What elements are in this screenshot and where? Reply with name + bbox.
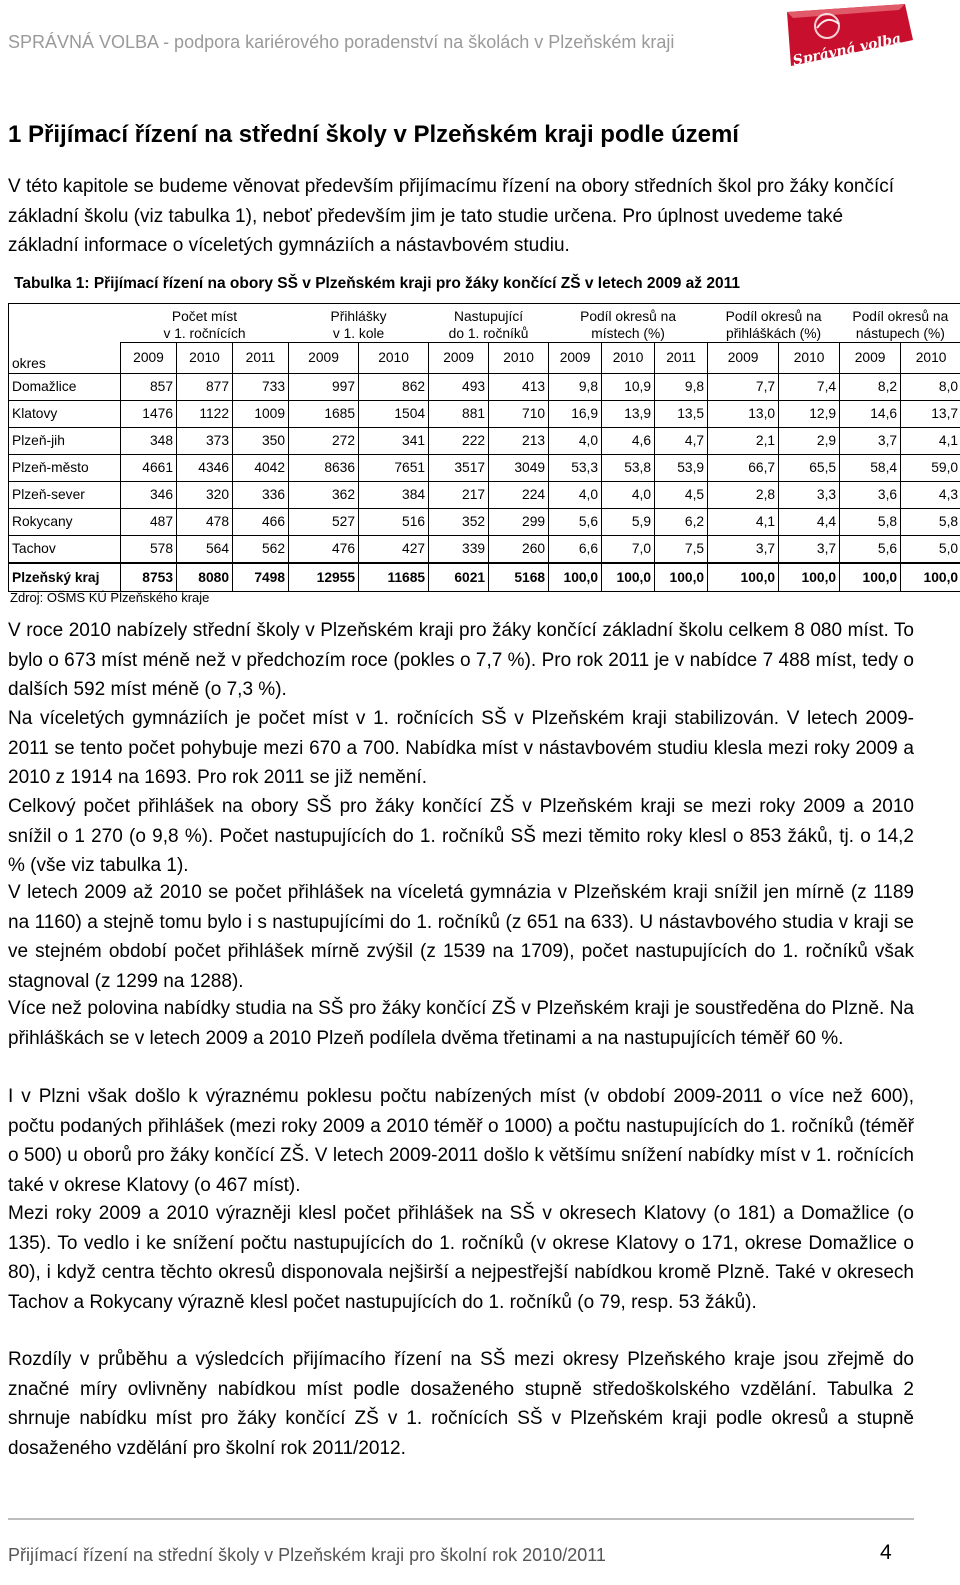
table-cell: 7,5 bbox=[655, 535, 708, 563]
table-cell: 3,3 bbox=[779, 481, 840, 508]
table-cell: 4,1 bbox=[901, 427, 960, 454]
year-header: 2011 bbox=[233, 343, 289, 374]
table-source: Zdroj: OŠMS KÚ Plzeňského kraje bbox=[10, 590, 210, 605]
table-row bbox=[9, 481, 960, 508]
table-corner bbox=[9, 304, 121, 343]
table-row bbox=[9, 373, 960, 400]
district-name: Plzeň-město bbox=[9, 454, 121, 481]
table-cell: 3517 bbox=[429, 454, 489, 481]
table-cell: 362 bbox=[289, 481, 359, 508]
table-cell: 224 bbox=[489, 481, 549, 508]
table-cell: 53,8 bbox=[602, 454, 655, 481]
table-cell: 4,0 bbox=[602, 481, 655, 508]
table-cell: 4,0 bbox=[549, 481, 602, 508]
table-cell: 4661 bbox=[121, 454, 177, 481]
table-cell: 222 bbox=[429, 427, 489, 454]
year-header: 2009 bbox=[429, 343, 489, 374]
group-header: Podíl okresů na místech (%) bbox=[549, 304, 708, 343]
table-cell: 1685 bbox=[289, 400, 359, 427]
total-cell: 8080 bbox=[177, 563, 233, 592]
table-cell: 710 bbox=[489, 400, 549, 427]
table-cell: 478 bbox=[177, 508, 233, 535]
table-cell: 320 bbox=[177, 481, 233, 508]
table-cell: 9,8 bbox=[655, 373, 708, 400]
total-row bbox=[9, 563, 960, 592]
footer-divider bbox=[8, 1518, 914, 1520]
year-header: 2010 bbox=[489, 343, 549, 374]
table-cell: 12,9 bbox=[779, 400, 840, 427]
table-cell: 5,6 bbox=[840, 535, 901, 563]
table-cell: 7,4 bbox=[779, 373, 840, 400]
district-name: Domažlice bbox=[9, 373, 121, 400]
chapter-heading: 1 Přijímací řízení na střední školy v Plzeňském kraji podle území bbox=[8, 121, 739, 148]
group-header-row bbox=[9, 304, 960, 343]
table-cell: 3,6 bbox=[840, 481, 901, 508]
table-cell: 58,4 bbox=[840, 454, 901, 481]
total-cell: 11685 bbox=[359, 563, 429, 592]
table-cell: 53,9 bbox=[655, 454, 708, 481]
body-paragraph-4: V letech 2009 až 2010 se počet přihlášek na víceletá gymnázia v Plzeňském kraji snížil jen mírně (z 1189 na 1160) a stejně tomu bylo i s nastupujícími do 1. ročníků (z 651 na 633). U nástavbového studia v kraji se ve stejném období počet přihlášek mírně zvýšil (z 1539 na 1709), počet nastupujících do 1. ročníků však stagnoval (z 1299 na 1288). bbox=[8, 882, 914, 992]
admissions-table bbox=[8, 303, 960, 592]
table-cell: 59,0 bbox=[901, 454, 960, 481]
table-cell: 516 bbox=[359, 508, 429, 535]
table-body bbox=[9, 373, 960, 591]
table-cell: 6,6 bbox=[549, 535, 602, 563]
table-cell: 4346 bbox=[177, 454, 233, 481]
table-cell: 5,8 bbox=[840, 508, 901, 535]
table-cell: 4,5 bbox=[655, 481, 708, 508]
year-header: 2009 bbox=[549, 343, 602, 374]
district-name: Plzeň-sever bbox=[9, 481, 121, 508]
table-cell: 1122 bbox=[177, 400, 233, 427]
table-cell: 1009 bbox=[233, 400, 289, 427]
spravna-volba-logo bbox=[787, 4, 917, 70]
table-cell: 2,9 bbox=[779, 427, 840, 454]
year-header: 2010 bbox=[177, 343, 233, 374]
table-cell: 352 bbox=[429, 508, 489, 535]
table-cell: 3,7 bbox=[779, 535, 840, 563]
table-row bbox=[9, 535, 960, 563]
table-cell: 4042 bbox=[233, 454, 289, 481]
total-cell: 100,0 bbox=[779, 563, 840, 592]
table-cell: 350 bbox=[233, 427, 289, 454]
body-paragraph-7: Mezi roky 2009 a 2010 výrazněji klesl počet přihlášek na SŠ v okresech Klatovy (o 181) a Domažlice (o 135). To vedlo i ke snížení počtu nastupujících do 1. ročníků (v okrese Klatovy o 171, okrese Domažlice o 80), i když centra těchto okresů disponovala nejširší a nejpestřejší nabídkou kromě Plzně. Také v okresech Tachov a Rokycany výrazně klesl počet nastupujících do 1. ročníků (o 79, resp. 53 žáků). bbox=[8, 1203, 914, 1313]
table-row bbox=[9, 427, 960, 454]
table-cell: 384 bbox=[359, 481, 429, 508]
body-paragraph-5: Více než polovina nabídky studia na SŠ pro žáky končící ZŠ v Plzeňském kraji je soustředěna do Plzně. Na přihláškách se v letech 2009 a 2010 Plzeň podílela dvěma třetinami a na nastupujících téměř 60 %. bbox=[8, 998, 914, 1049]
table-cell: 476 bbox=[289, 535, 359, 563]
table-cell: 4,0 bbox=[549, 427, 602, 454]
group-header: Nastupující do 1. ročníků bbox=[429, 304, 549, 343]
total-cell: 7498 bbox=[233, 563, 289, 592]
page-header bbox=[0, 0, 960, 85]
table-cell: 373 bbox=[177, 427, 233, 454]
table-cell: 4,1 bbox=[708, 508, 779, 535]
intro-paragraph: V této kapitole se budeme věnovat především přijímacímu řízení na obory středních škol pro žáky končící základní školu (viz tabulka 1), neboť především jim je tato studie určena. Pro úplnost uvedeme také základní informace o víceletých gymnáziích a nástavbovém studiu. bbox=[8, 176, 895, 256]
table-cell: 7,7 bbox=[708, 373, 779, 400]
table-cell: 5,0 bbox=[901, 535, 960, 563]
body-paragraph-1: V roce 2010 nabízely střední školy v Plzeňském kraji pro žáky končící základní školu celkem 8 080 míst. To bylo o 673 míst méně než v předchozím roce (pokles o 7,7 %). Pro rok 2011 je v nabídce 7 488 míst, tedy o dalších 592 míst méně (o 7,3 %). bbox=[8, 620, 914, 700]
table-cell: 527 bbox=[289, 508, 359, 535]
year-header: 2010 bbox=[359, 343, 429, 374]
footer-text: Přijímací řízení na střední školy v Plzeňském kraji pro školní rok 2010/2011 bbox=[8, 1545, 606, 1565]
group-header: Počet míst v 1. ročnících bbox=[121, 304, 289, 343]
total-cell: 100,0 bbox=[840, 563, 901, 592]
table-cell: 10,9 bbox=[602, 373, 655, 400]
table-cell: 8,2 bbox=[840, 373, 901, 400]
total-cell: 5168 bbox=[489, 563, 549, 592]
table-row bbox=[9, 454, 960, 481]
table-cell: 3049 bbox=[489, 454, 549, 481]
table-cell: 65,5 bbox=[779, 454, 840, 481]
table-cell: 348 bbox=[121, 427, 177, 454]
table-cell: 339 bbox=[429, 535, 489, 563]
district-name: Plzeň-jih bbox=[9, 427, 121, 454]
table-cell: 2,1 bbox=[708, 427, 779, 454]
table-cell: 13,9 bbox=[602, 400, 655, 427]
table-cell: 1504 bbox=[359, 400, 429, 427]
year-header: 2010 bbox=[779, 343, 840, 374]
table-cell: 13,5 bbox=[655, 400, 708, 427]
total-cell: 100,0 bbox=[549, 563, 602, 592]
body-paragraph-8: Rozdíly v průběhu a výsledcích přijímacího řízení na SŠ mezi okresy Plzeňského kraje jsou zřejmě do značné míry ovlivněny nabídkou míst podle dosaženého stupně středoškolského vzdělání. Tabulka 2 shrnuje nabídku míst pro žáky končící ZŠ v 1. ročnících SŠ v Plzeňském kraji podle okresů a stupně dosaženého vzdělání pro školní rok 2011/2012. bbox=[8, 1349, 914, 1459]
year-header: 2009 bbox=[121, 343, 177, 374]
table-cell: 336 bbox=[233, 481, 289, 508]
table-cell: 6,2 bbox=[655, 508, 708, 535]
year-header-row bbox=[9, 343, 960, 374]
year-header: 2011 bbox=[655, 343, 708, 374]
table-cell: 8636 bbox=[289, 454, 359, 481]
year-header: 2009 bbox=[840, 343, 901, 374]
district-name: Klatovy bbox=[9, 400, 121, 427]
table-cell: 466 bbox=[233, 508, 289, 535]
body-paragraph-3: Celkový počet přihlášek na obory SŠ pro žáky končící ZŠ v Plzeňském kraji se mezi roky 2009 a 2010 snížil o 1 270 (o 9,8 %). Počet nastupujících do 1. ročníků SŠ mezi těmito roky klesl o 853 žáků, tj. o 14,2 % (vše viz tabulka 1). bbox=[8, 796, 914, 876]
table-cell: 427 bbox=[359, 535, 429, 563]
table-cell: 5,6 bbox=[549, 508, 602, 535]
table-cell: 346 bbox=[121, 481, 177, 508]
table-cell: 53,3 bbox=[549, 454, 602, 481]
table-cell: 2,8 bbox=[708, 481, 779, 508]
district-name: Rokycany bbox=[9, 508, 121, 535]
table-cell: 5,8 bbox=[901, 508, 960, 535]
total-cell: 8753 bbox=[121, 563, 177, 592]
table-cell: 8,0 bbox=[901, 373, 960, 400]
group-header: Přihlášky v 1. kole bbox=[289, 304, 429, 343]
table-cell: 4,6 bbox=[602, 427, 655, 454]
table-cell: 4,7 bbox=[655, 427, 708, 454]
table-cell: 4,4 bbox=[779, 508, 840, 535]
table-cell: 7651 bbox=[359, 454, 429, 481]
body-paragraph-6: I v Plzni však došlo k výraznému poklesu počtu nabízených míst (v období 2009-2011 o více než 600), počtu podaných přihlášek (mezi roky 2009 a 2010 téměř o 1000) a počtu nastupujících do 1. ročníků (téměř o 500) u oborů pro žáky končící ZŠ. V letech 2009-2011 došlo k většímu snížení nabídky míst v 1. ročnících také v okrese Klatovy (o 467 míst). bbox=[8, 1086, 914, 1196]
district-name: Tachov bbox=[9, 535, 121, 563]
logo-text: Správná volba bbox=[791, 30, 903, 70]
table-cell: 733 bbox=[233, 373, 289, 400]
table-cell: 3,7 bbox=[708, 535, 779, 563]
table-cell: 997 bbox=[289, 373, 359, 400]
year-header: 2009 bbox=[708, 343, 779, 374]
table-cell: 487 bbox=[121, 508, 177, 535]
table-cell: 493 bbox=[429, 373, 489, 400]
table-cell: 9,8 bbox=[549, 373, 602, 400]
total-cell: 6021 bbox=[429, 563, 489, 592]
table-cell: 16,9 bbox=[549, 400, 602, 427]
table-cell: 877 bbox=[177, 373, 233, 400]
table-cell: 413 bbox=[489, 373, 549, 400]
table-cell: 1476 bbox=[121, 400, 177, 427]
total-cell: 100,0 bbox=[901, 563, 960, 592]
body-paragraph-2: Na víceletých gymnáziích je počet míst v 1. ročnících SŠ v Plzeňském kraji stabilizován. V letech 2009-2011 se tento počet pohybuje mezi 670 a 700. Nabídka míst v nástavbovém studiu klesla mezi roky 2009 a 2010 z 1914 na 1693. Pro rok 2011 se již nemění. bbox=[8, 708, 914, 788]
year-header: 2010 bbox=[901, 343, 960, 374]
table-cell: 213 bbox=[489, 427, 549, 454]
table-cell: 578 bbox=[121, 535, 177, 563]
okres-header: okres bbox=[9, 343, 121, 374]
table-cell: 7,0 bbox=[602, 535, 655, 563]
table-cell: 341 bbox=[359, 427, 429, 454]
table-cell: 881 bbox=[429, 400, 489, 427]
table-cell: 272 bbox=[289, 427, 359, 454]
total-label: Plzeňský kraj bbox=[9, 563, 121, 592]
table-cell: 13,7 bbox=[901, 400, 960, 427]
table-cell: 562 bbox=[233, 535, 289, 563]
total-cell: 12955 bbox=[289, 563, 359, 592]
table-cell: 564 bbox=[177, 535, 233, 563]
group-header: Podíl okresů na nástupech (%) bbox=[840, 304, 960, 343]
total-cell: 100,0 bbox=[602, 563, 655, 592]
total-cell: 100,0 bbox=[708, 563, 779, 592]
table-cell: 217 bbox=[429, 481, 489, 508]
table-cell: 857 bbox=[121, 373, 177, 400]
table-caption: Tabulka 1: Přijímací řízení na obory SŠ v Plzeňském kraji pro žáky končící ZŠ v letech 2009 až 2011 bbox=[14, 275, 740, 292]
year-header: 2009 bbox=[289, 343, 359, 374]
table-cell: 3,7 bbox=[840, 427, 901, 454]
table-cell: 14,6 bbox=[840, 400, 901, 427]
total-cell: 100,0 bbox=[655, 563, 708, 592]
year-header: 2010 bbox=[602, 343, 655, 374]
group-header: Podíl okresů na přihláškách (%) bbox=[708, 304, 840, 343]
table-cell: 5,9 bbox=[602, 508, 655, 535]
page-number: 4 bbox=[880, 1541, 892, 1564]
table-cell: 4,3 bbox=[901, 481, 960, 508]
table-row bbox=[9, 400, 960, 427]
header-title: SPRÁVNÁ VOLBA - podpora kariérového poradenství na školách v Plzeňském kraji bbox=[8, 32, 675, 52]
table-cell: 66,7 bbox=[708, 454, 779, 481]
table-cell: 299 bbox=[489, 508, 549, 535]
table-cell: 862 bbox=[359, 373, 429, 400]
table-cell: 260 bbox=[489, 535, 549, 563]
table-row bbox=[9, 508, 960, 535]
table-cell: 13,0 bbox=[708, 400, 779, 427]
